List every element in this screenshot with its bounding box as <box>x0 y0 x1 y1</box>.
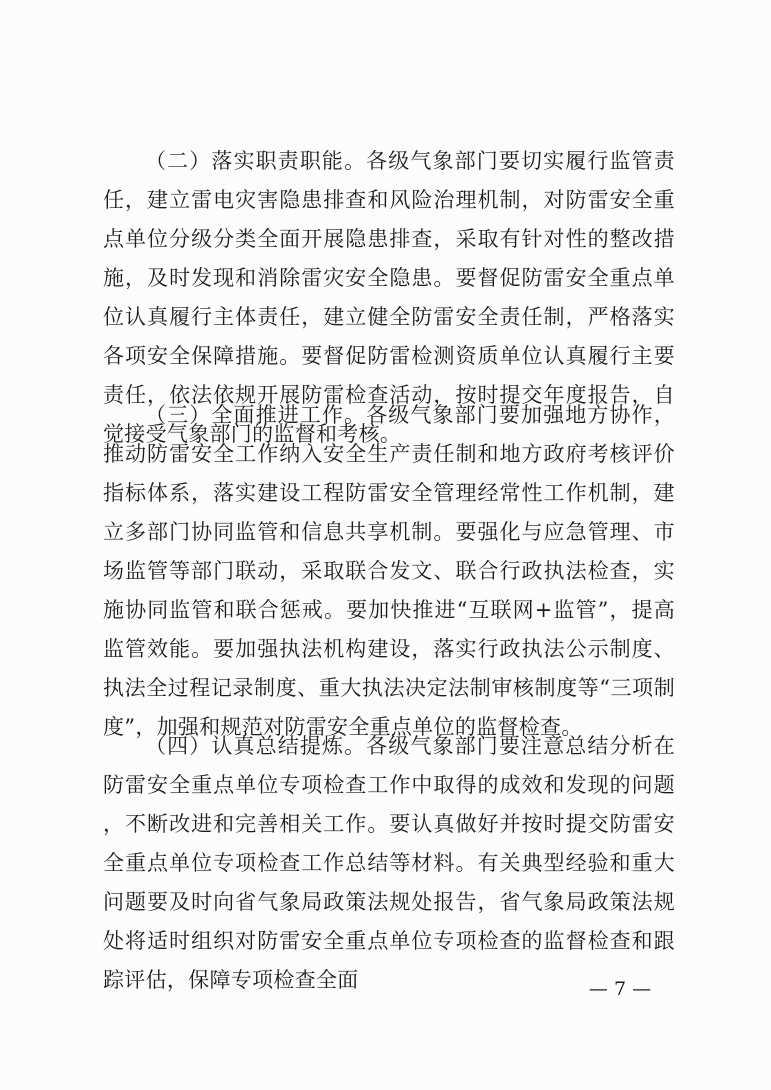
page-number: — 7 — <box>588 978 652 1000</box>
paragraph-section-2: （二）落实职责职能。各级气象部门要切实履行监管责任，建立雷电灾害隐患排查和风险治理机制，对防雷安全重点单位分级分类全面开展隐患排查，采取有针对性的整改措施，及时发现和消除雷灾安全隐患。要督促防雷安全重点单位认真履行主体责任，建立健全防雷安全责任制，严格落实各项安全保障措施。要督促防雷检测资质单位认真履行主要责任，依法依规开展防雷检查活动，按时提交年度报告，自觉接受气象部门的监督和考核。 <box>103 149 675 446</box>
paragraph-section-4: （四）认真总结提炼。各级气象部门要注意总结分析在防雷安全重点单位专项检查工作中取得的成效和发现的问题，不断改进和完善相关工作。要认真做好并按时提交防雷安全重点单位专项检查工作总结等材料。有关典型经验和重大问题要及时向省气象局政策法规处报告，省气象局政策法规处将适时组织对防雷安全重点单位专项检查的监督检查和跟踪评估，保障专项检查全面 <box>103 734 675 992</box>
paragraph-section-3: （三）全面推进工作。各级气象部门要加强地方协作，推动防雷安全工作纳入安全生产责任制和地方政府考核评价指标体系，落实建设工程防雷安全管理经常性工作机制，建立多部门协同监管和信息共享机制。要强化与应急管理、市场监管等部门联动，采取联合发文、联合行政执法检查，实施协同监管和联合惩戒。要加快推进“互联网+监管”，提高监管效能。要加强执法机构建设，落实行政执法公示制度、执法全过程记录制度、重大执法决定法制审核制度等“三项制度”，加强和规范对防雷安全重点单位的监督检查。 <box>103 403 675 739</box>
